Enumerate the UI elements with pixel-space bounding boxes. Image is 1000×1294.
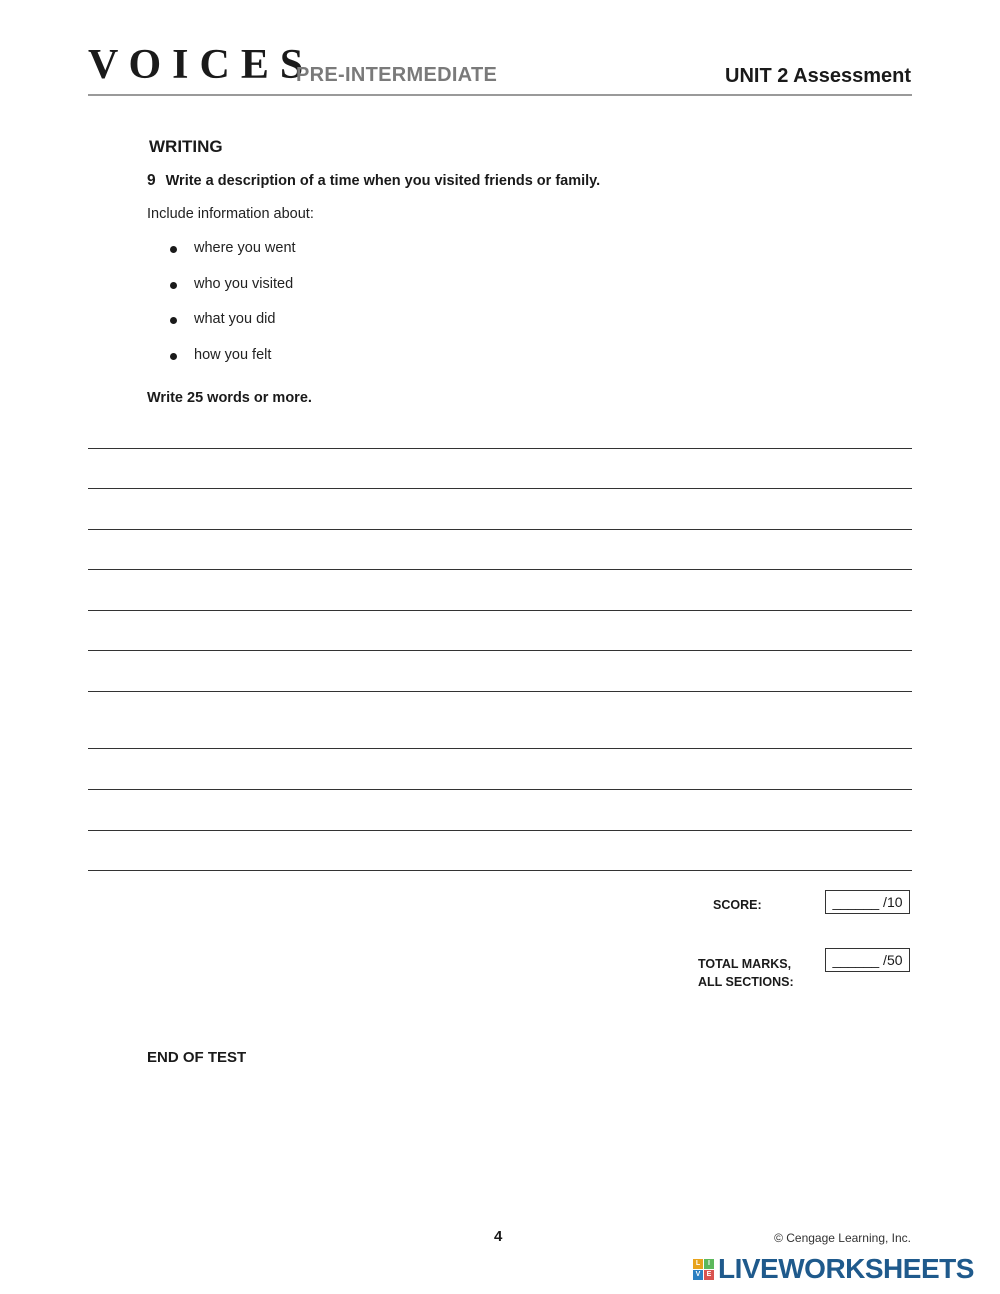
bullet-icon: [170, 353, 177, 360]
task-text: Write a description of a time when you visited friends or family.: [165, 173, 601, 189]
header-divider: [88, 94, 912, 96]
liveworksheets-icon: L I V E: [693, 1259, 714, 1280]
writing-line-7[interactable]: [88, 691, 912, 692]
end-of-test: END OF TEST: [147, 1049, 247, 1066]
list-item: who you visited: [170, 276, 296, 312]
writing-line-5[interactable]: [88, 610, 912, 611]
brand-logo: VOICES: [88, 42, 315, 88]
bullet-list: [170, 240, 296, 382]
intro-text: Include information about:: [147, 206, 314, 222]
task-prompt: [147, 172, 600, 190]
page-number: 4: [494, 1228, 503, 1245]
bullet-icon: [170, 317, 177, 324]
liveworksheets-logo[interactable]: [693, 1255, 974, 1283]
score-label: SCORE:: [713, 898, 762, 912]
writing-line-2[interactable]: [88, 488, 912, 489]
level-label: PRE-INTERMEDIATE: [296, 64, 498, 86]
writing-line-11[interactable]: [88, 870, 912, 871]
writing-line-4[interactable]: [88, 569, 912, 570]
unit-title: UNIT 2 Assessment: [725, 65, 911, 87]
score-box[interactable]: ______ /10: [825, 890, 910, 914]
bullet-icon: [170, 282, 177, 289]
writing-line-8[interactable]: [88, 748, 912, 749]
writing-line-10[interactable]: [88, 830, 912, 831]
bullet-icon: [170, 246, 177, 253]
list-item: how you felt: [170, 347, 296, 383]
total-marks-box[interactable]: ______ /50: [825, 948, 910, 972]
list-item: where you went: [170, 240, 296, 276]
copyright: © Cengage Learning, Inc.: [774, 1231, 911, 1245]
section-title: WRITING: [149, 137, 223, 156]
writing-line-6[interactable]: [88, 650, 912, 651]
liveworksheets-wordmark: LIVEWORKSHEETS: [718, 1253, 974, 1284]
task-number: 9: [147, 172, 156, 189]
writing-line-9[interactable]: [88, 789, 912, 790]
total-marks-label: TOTAL MARKS, ALL SECTIONS:: [698, 957, 794, 989]
writing-line-3[interactable]: [88, 529, 912, 530]
list-item: what you did: [170, 311, 296, 347]
writing-line-1[interactable]: [88, 448, 912, 449]
word-count-instruction: Write 25 words or more.: [147, 390, 312, 406]
